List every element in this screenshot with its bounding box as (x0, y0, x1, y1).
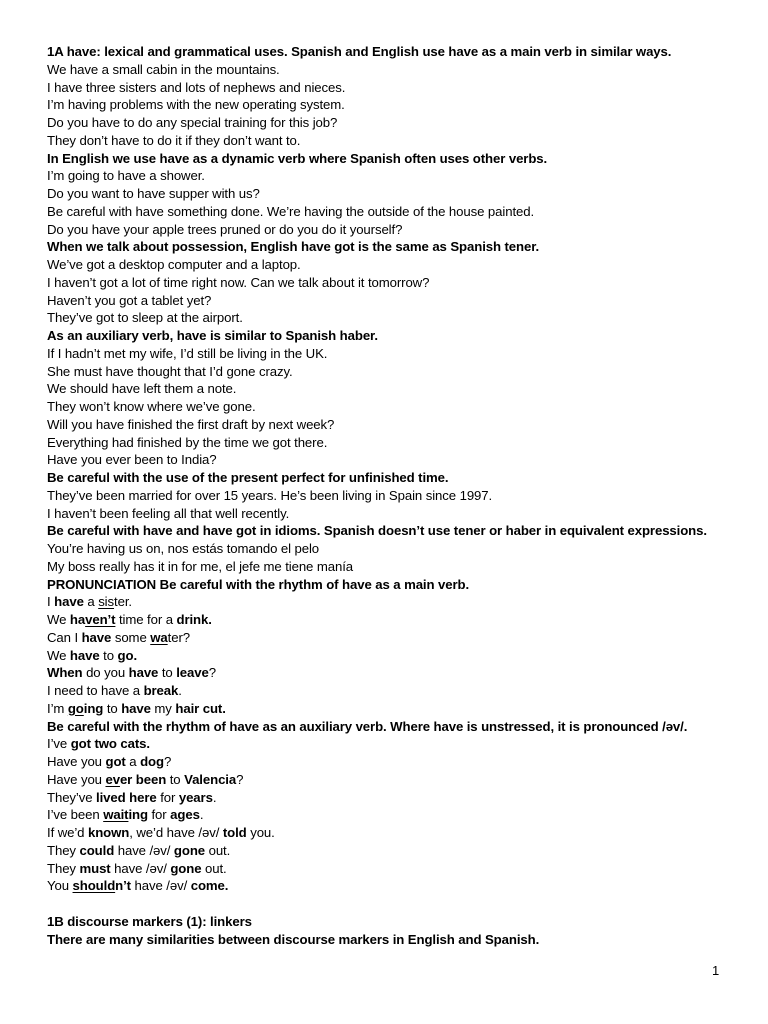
text-segment: out. (205, 842, 231, 858)
example-sentence-line (47, 664, 747, 682)
text-segment: In English we use have as a dynamic verb where Spanish often uses other verbs. (47, 150, 548, 166)
text-segment: I haven’t been feeling all that well recently. (47, 505, 290, 521)
text-segment: have /əv/ (114, 842, 174, 858)
text-segment: to (166, 771, 185, 787)
text-segment: some (111, 629, 151, 645)
section-heading-line (47, 718, 747, 736)
stressed-text: dog (140, 754, 164, 769)
example-sentence-line (47, 380, 747, 398)
stressed-text: hair cut. (175, 700, 226, 716)
section-heading-line (47, 913, 747, 931)
text-segment: for (147, 807, 171, 823)
section-heading-line (47, 327, 747, 345)
example-sentence-line (47, 753, 747, 771)
stressed-text: ven’t (85, 612, 116, 627)
text-segment: There are many similarities between discourse markers in English and Spanish. (47, 931, 540, 947)
text-segment: They’ve got to sleep at the airport. (47, 310, 243, 326)
stressed-text: wa (150, 629, 168, 645)
stressed-text: go (67, 700, 84, 716)
stressed-text: ing (83, 700, 104, 716)
stressed-text: gone (170, 860, 202, 876)
example-sentence-line (47, 487, 747, 505)
text-segment: you. (246, 825, 275, 840)
text-segment: ter (167, 629, 183, 645)
text-segment: I haven’t got a lot of time right now. Can we talk about it tomorrow? (47, 274, 430, 290)
example-sentence-line (47, 434, 747, 452)
text-segment: ? (236, 771, 244, 787)
stressed-text: er been (119, 771, 167, 787)
example-sentence-line (47, 593, 747, 611)
text-segment: They (47, 842, 80, 858)
text-segment: to (158, 665, 177, 681)
text-segment: They don’t have to do it if they don’t want to. (47, 132, 301, 148)
text-segment: Be careful with the use of the present perfect for unfinished time. (47, 470, 449, 485)
section-heading-line (47, 931, 747, 949)
stressed-text: n’t (115, 878, 131, 894)
stressed-text: come. (190, 878, 229, 894)
example-sentence-line (47, 114, 747, 132)
stressed-text: ages (170, 807, 200, 823)
text-segment: a (83, 594, 99, 610)
section-heading-line (47, 238, 747, 256)
text-segment: I’ve (47, 736, 71, 752)
blank-line (47, 895, 747, 913)
text-segment: Haven’t you got a tablet yet? (47, 292, 212, 308)
text-segment: have /əv/ (130, 878, 191, 894)
section-heading-line (47, 43, 747, 61)
stressed-text: leave (176, 665, 209, 681)
text-segment: have /əv/ (110, 860, 171, 876)
example-sentence-line (47, 274, 747, 292)
text-segment: . (212, 789, 217, 805)
section-heading-line (47, 522, 747, 540)
text-segment: . (199, 807, 204, 823)
text-segment: Have you (47, 771, 106, 787)
example-sentence-line (47, 61, 747, 79)
text-segment: I’m going to have a shower. (47, 168, 205, 184)
text-segment: I’ve been (47, 807, 104, 823)
text-segment: Be careful with have and have got in idioms. Spanish doesn’t use tener or haber in equivalent expressions. (47, 523, 707, 539)
stressed-text: should (72, 878, 116, 894)
example-sentence-line (47, 700, 747, 718)
example-sentence-line (47, 789, 747, 807)
stressed-text: lived here (96, 789, 157, 805)
text-segment: Be careful with the rhythm of have as an auxiliary verb. Where have is unstressed, it is pronounced /əv/. (47, 718, 688, 734)
stressed-text: years (178, 789, 213, 805)
page-number: 1 (712, 963, 720, 978)
stressed-text: ha (69, 612, 86, 627)
text-segment: We have a small cabin in the mountains. (47, 61, 280, 77)
stressed-text: break (143, 683, 179, 698)
text-segment: We (47, 647, 70, 663)
example-sentence-line (47, 256, 747, 274)
example-sentence-line (47, 96, 747, 114)
text-segment: I’m (47, 700, 68, 716)
stressed-text: have (128, 665, 159, 681)
stressed-text: must (79, 860, 111, 876)
example-sentence-line (47, 79, 747, 97)
text-segment: They (47, 860, 80, 876)
example-sentence-line (47, 629, 747, 647)
section-heading-line (47, 469, 747, 487)
text-segment: to (103, 700, 122, 716)
text-segment: Have you (47, 754, 106, 769)
text-segment: PRONUNCIATION Be careful with the rhythm of have as a main verb. (47, 576, 470, 592)
text-segment: ? (163, 754, 172, 769)
text-segment: Can I (47, 629, 82, 645)
example-sentence-line (47, 505, 747, 523)
text-segment: We (47, 612, 70, 627)
example-sentence-line (47, 451, 747, 469)
text-segment: Will you have finished the first draft by next week? (47, 416, 335, 432)
text-segment: ? (182, 629, 190, 645)
text-segment: They’ve (47, 789, 97, 805)
text-segment: Do you have to do any special training for this job? (47, 115, 338, 130)
text-segment: When we talk about possession, English have got is the same as Spanish tener. (47, 239, 540, 255)
text-segment: My boss really has it in for me, el jefe me tiene manía (47, 558, 354, 574)
text-segment: If we’d (47, 825, 88, 840)
stressed-text: got two cats. (70, 736, 150, 752)
example-sentence-line (47, 345, 747, 363)
example-sentence-line (47, 203, 747, 221)
text-segment: As an auxiliary verb, have is similar to Spanish haber. (47, 328, 378, 343)
text-segment: to (99, 647, 118, 663)
text-segment: Do you have your apple trees pruned or do you do it yourself? (47, 221, 403, 237)
stressed-text: have (54, 594, 84, 610)
text-segment: do you (82, 665, 129, 681)
text-segment: I need to have a (47, 683, 144, 698)
example-sentence-line (47, 860, 747, 878)
stressed-text: Valencia (184, 771, 237, 787)
text-segment: They’ve been married for over 15 years. He’s been living in Spain since 1997. (47, 487, 493, 503)
text-segment: I have three sisters and lots of nephews and nieces. (47, 79, 346, 95)
text-segment: She must have thought that I’d gone crazy. (47, 363, 293, 379)
stressed-text: ev (105, 771, 120, 787)
text-segment: out. (201, 860, 227, 876)
text-segment: Everything had finished by the time we got there. (47, 434, 328, 450)
stressed-text: have (81, 629, 112, 645)
example-sentence-line (47, 398, 747, 416)
example-sentence-line (47, 185, 747, 203)
section-heading-line (47, 150, 747, 168)
text-segment: a (125, 754, 141, 769)
example-sentence-line (47, 167, 747, 185)
text-segment: time for a (115, 612, 177, 627)
section-heading-line (47, 576, 747, 594)
example-sentence-line (47, 824, 747, 842)
text-segment: , we’d have /əv/ (129, 825, 223, 840)
example-sentence-line (47, 806, 747, 824)
text-segment: 1A have: lexical and grammatical uses. Spanish and English use have as a main verb in similar ways. (47, 44, 672, 59)
stressed-text: told (222, 825, 247, 840)
text-segment: I’m having problems with the new operating system. (47, 97, 345, 113)
stressed-text: have (121, 700, 151, 716)
text-segment: They won’t know where we’ve gone. (47, 399, 256, 414)
stressed-text: got (105, 754, 126, 769)
text-segment: 1B discourse markers (1): linkers (47, 913, 252, 929)
example-sentence-line (47, 132, 747, 150)
stressed-text: have (69, 647, 100, 663)
stressed-text: drink. (176, 612, 212, 627)
example-sentence-line (47, 647, 747, 665)
text-segment: If I hadn’t met my wife, I’d still be living in the UK. (47, 345, 328, 361)
text-segment: I (47, 594, 55, 610)
text-segment: sis (98, 594, 115, 610)
text-segment: for (156, 789, 179, 805)
text-segment: We’ve got a desktop computer and a laptop. (47, 257, 301, 272)
stressed-text: ing (128, 807, 148, 823)
stressed-text: When (47, 665, 83, 681)
example-sentence-line (47, 558, 747, 576)
text-segment: Have you ever been to India? (47, 452, 217, 468)
example-sentence-line (47, 611, 747, 629)
example-sentence-line (47, 416, 747, 434)
example-sentence-line (47, 363, 747, 381)
text-segment: my (150, 700, 176, 716)
stressed-text: go. (117, 647, 138, 663)
example-sentence-line (47, 682, 747, 700)
text-segment: ? (208, 665, 216, 681)
example-sentence-line (47, 309, 747, 327)
stressed-text: could (79, 842, 115, 858)
example-sentence-line (47, 877, 747, 895)
stressed-text: known (87, 825, 130, 840)
text-segment: ter. (114, 594, 132, 610)
text-segment: We should have left them a note. (47, 381, 237, 397)
text-segment: Do you want to have supper with us? (47, 186, 260, 201)
text-segment: Be careful with have something done. We’re having the outside of the house painted. (47, 203, 535, 219)
example-sentence-line (47, 771, 747, 789)
document-body (47, 43, 747, 948)
example-sentence-line (47, 540, 747, 558)
example-sentence-line (47, 735, 747, 753)
text-segment: . (178, 683, 182, 698)
stressed-text: wait (103, 807, 129, 823)
stressed-text: gone (173, 842, 206, 858)
text-segment: You’re having us on, nos estás tomando el pelo (47, 541, 320, 556)
example-sentence-line (47, 292, 747, 310)
example-sentence-line (47, 842, 747, 860)
example-sentence-line (47, 221, 747, 239)
text-segment: You (47, 878, 73, 894)
